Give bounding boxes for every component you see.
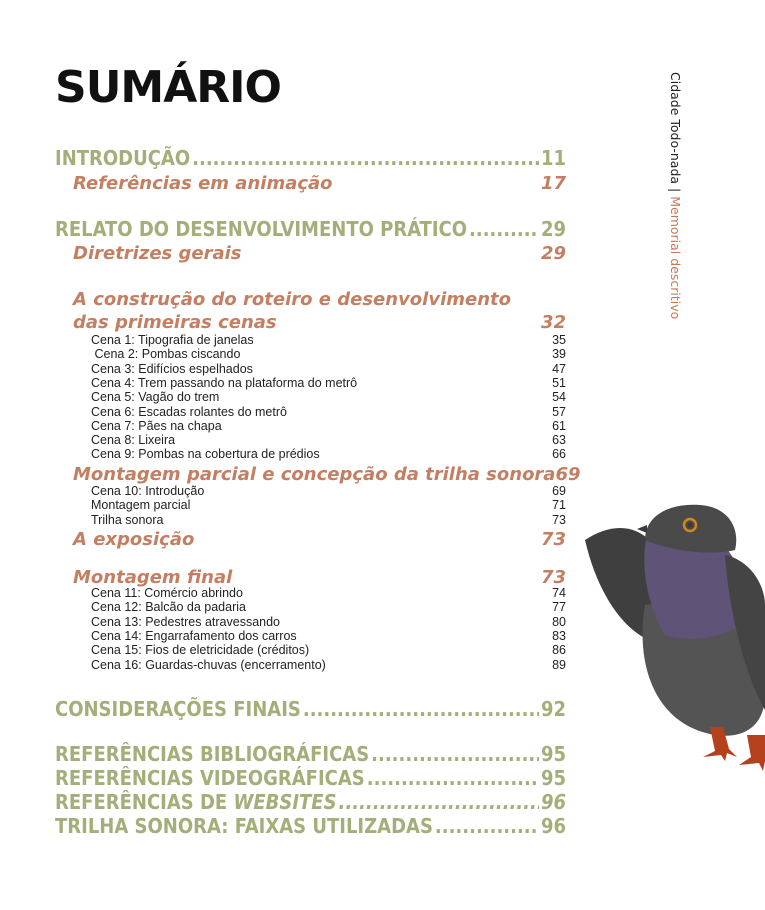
- leader-dots: [435, 814, 539, 838]
- toc-entry-ref-bib[interactable]: REFERÊNCIAS BIBLIOGRÁFICAS ..... 95: [55, 742, 566, 766]
- toc-subentry[interactable]: [55, 615, 566, 629]
- toc-subentry-label: Cena 16: Guardas-chuvas (encerramento): [91, 657, 326, 672]
- toc-entry-intro[interactable]: INTRODUÇÃO ..... 11: [55, 146, 566, 170]
- toc-subentry-label: Cena 13: Pedestres atravessando: [91, 614, 281, 629]
- toc-subentry-page: 83: [552, 628, 566, 643]
- leader-dots: [192, 146, 539, 170]
- toc-subentry-label: Cena 4: Trem passando na plataforma do metrô: [91, 375, 358, 390]
- leader-dots: [367, 766, 539, 790]
- toc-subentry-page: 57: [552, 404, 566, 419]
- toc-subentry[interactable]: [55, 333, 566, 347]
- toc-subentry-label: Cena 15: Fios de eletricidade (créditos): [91, 643, 310, 658]
- toc-subentry-page: 54: [552, 390, 566, 405]
- toc-entry-exposicao[interactable]: A exposição 73: [73, 529, 566, 550]
- toc-subentry[interactable]: [55, 600, 566, 614]
- toc-subentry[interactable]: [55, 447, 566, 461]
- toc-subentry-page: 66: [552, 447, 566, 462]
- toc-subentry-label: Cena 9: Pombas na cobertura de prédios: [91, 447, 320, 462]
- toc-subentry-page: 86: [552, 643, 566, 658]
- toc-subentry-page: 39: [552, 347, 566, 362]
- running-header: [668, 72, 683, 319]
- toc-subentry-page: 35: [552, 333, 566, 347]
- leader-dots: [339, 790, 539, 814]
- toc-subentry-page: 73: [552, 512, 566, 527]
- toc-subentry-page: 47: [552, 361, 566, 376]
- leader-dots: [469, 217, 539, 241]
- toc-subentry[interactable]: [55, 390, 566, 404]
- toc-subentry[interactable]: [55, 586, 566, 600]
- toc-subentry-label: Cena 12: Balcão da padaria: [91, 600, 246, 615]
- toc-subentry-label: Cena 7: Pães na chapa: [91, 418, 222, 433]
- toc-entry-ref-vid[interactable]: REFERÊNCIAS VIDEOGRÁFICAS ..... 95: [55, 766, 566, 790]
- toc-subentry-label: Cena 8: Lixeira: [91, 433, 176, 448]
- leader-dots: [303, 697, 539, 721]
- toc-entry-relato[interactable]: RELATO DO DESENVOLVIMENTO PRÁTICO ..... 29: [55, 217, 566, 241]
- toc-subentry-page: 89: [552, 657, 566, 672]
- toc-subentry-label: Cena 10: Introdução: [91, 484, 205, 498]
- toc-subentry-label: Cena 14: Engarrafamento dos carros: [91, 628, 297, 643]
- toc-subentry-page: 77: [552, 600, 566, 615]
- pigeon-beak: [637, 525, 647, 533]
- page-title: SUMÁRIO: [55, 62, 281, 113]
- running-header-subtitle: Memorial descritivo: [668, 196, 683, 320]
- toc-subentry-label: Cena 5: Vagão do trem: [91, 390, 220, 405]
- running-header-title: Cidade Todo-nada |: [668, 72, 683, 193]
- toc-entry-montagem-final[interactable]: Montagem final 73: [73, 567, 566, 588]
- pigeon-right-leg: [739, 735, 765, 771]
- toc-entry-ref-web[interactable]: REFERÊNCIAS DE WEBSITES ..... 96: [55, 790, 566, 814]
- toc-subentry-page: 74: [552, 586, 566, 600]
- toc-subentry-page: 69: [552, 484, 566, 498]
- toc-subentry-label: Cena 2: Pombas ciscando: [91, 347, 241, 362]
- toc-subentry[interactable]: [55, 347, 566, 361]
- toc-subentry[interactable]: [55, 376, 566, 390]
- toc-subentry[interactable]: [55, 643, 566, 657]
- toc-entry-trilha[interactable]: TRILHA SONORA: FAIXAS UTILIZADAS ..... 96: [55, 814, 566, 838]
- toc-subentry-page: 61: [552, 418, 566, 433]
- toc-subentry-page: 80: [552, 614, 566, 629]
- toc-subentry-label: Cena 6: Escadas rolantes do metrô: [91, 404, 287, 419]
- toc-subentry-label: Cena 3: Edifícios espelhados: [91, 361, 253, 376]
- toc-entry-ref-anim[interactable]: Referências em animação 17: [73, 173, 566, 194]
- toc-subentry-label: Trilha sonora: [91, 512, 164, 527]
- toc-subentry[interactable]: [55, 629, 566, 643]
- toc-entry-diretrizes[interactable]: Diretrizes gerais 29: [73, 243, 566, 264]
- toc-entry-construcao-line2[interactable]: das primeiras cenas 32: [73, 312, 566, 333]
- toc-subentry-page: 63: [552, 433, 566, 448]
- toc-subentry-page: 71: [552, 498, 566, 513]
- toc-subentry-label: Cena 1: Tipografia de janelas: [91, 333, 254, 347]
- toc-subentry[interactable]: [55, 433, 566, 447]
- toc-subentry[interactable]: [55, 513, 566, 527]
- toc-subentry[interactable]: [55, 405, 566, 419]
- toc-subentry-page: 51: [552, 375, 566, 390]
- toc-subentry[interactable]: [55, 362, 566, 376]
- toc-entry-montagem-parcial[interactable]: Montagem parcial e concepção da trilha sonora 69: [73, 464, 581, 485]
- toc-subentry[interactable]: [55, 419, 566, 433]
- toc-subentry[interactable]: [55, 484, 566, 498]
- leader-dots: [371, 742, 539, 766]
- toc-subentry[interactable]: [55, 498, 566, 512]
- toc-entry-construcao-line1[interactable]: A construção do roteiro e desenvolvimento: [73, 289, 511, 310]
- toc-subentry-label: Montagem parcial: [91, 498, 191, 513]
- toc-entry-consideracoes[interactable]: CONSIDERAÇÕES FINAIS ..... 92: [55, 697, 566, 721]
- toc-subentry-label: Cena 11: Comércio abrindo: [91, 586, 243, 600]
- toc-subentry[interactable]: [55, 658, 566, 672]
- pigeon-icon: [575, 495, 765, 775]
